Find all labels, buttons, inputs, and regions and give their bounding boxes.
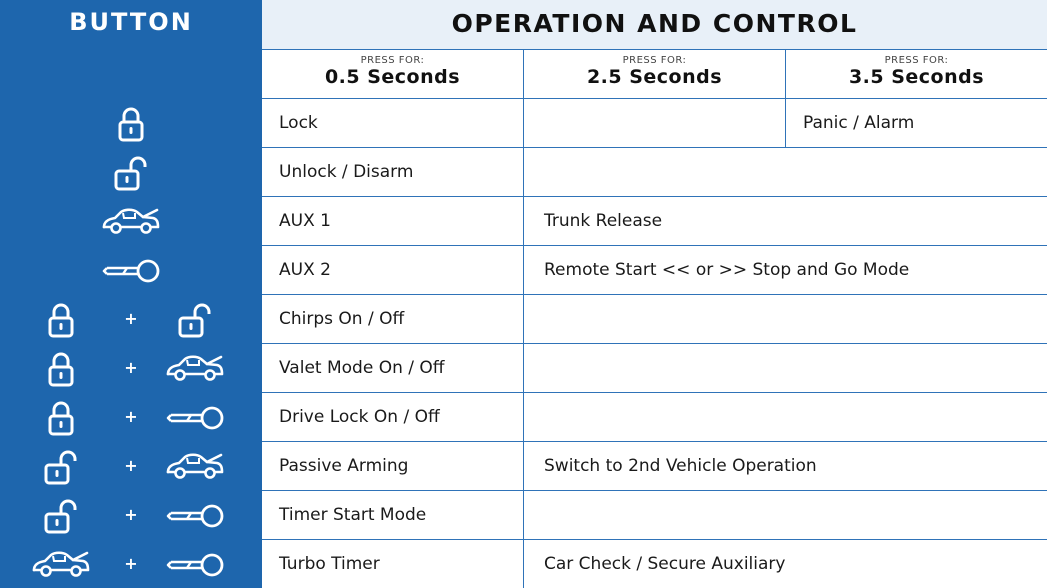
function-0.5s: Chirps On / Off (279, 309, 405, 329)
car-trunk-icon (31, 550, 91, 580)
plus-sign: + (124, 309, 138, 328)
function-2.5s: Remote Start << or >> Stop and Go Mode (544, 260, 910, 280)
key-icon (165, 551, 225, 579)
unlock-icon (177, 302, 213, 338)
lock-icon (47, 351, 75, 387)
lock-icon (47, 400, 75, 436)
sidebar-title: BUTTON (69, 8, 193, 36)
button-combo (0, 99, 262, 148)
plus-sign: + (124, 554, 138, 573)
button-combo (0, 295, 262, 344)
press-for-label: PRESS FOR: (360, 55, 425, 66)
car-trunk-icon (101, 207, 161, 237)
car-trunk-icon (165, 452, 225, 482)
plus-sign: + (124, 358, 138, 377)
duration-label: 0.5 Seconds (324, 66, 461, 88)
function-0.5s: AUX 2 (279, 260, 331, 280)
press-for-label: PRESS FOR: (884, 55, 949, 66)
lock-icon (117, 106, 145, 142)
function-2.5s: Trunk Release (544, 211, 663, 231)
function-0.5s: AUX 1 (279, 211, 331, 231)
function-0.5s: Timer Start Mode (279, 505, 427, 525)
function-0.5s: Valet Mode On / Off (279, 358, 445, 378)
key-icon (165, 502, 225, 530)
operation-table (262, 0, 1047, 588)
function-2.5s: Car Check / Secure Auxiliary (544, 554, 786, 574)
button-combo (0, 246, 262, 295)
duration-label: 3.5 Seconds (848, 66, 985, 88)
button-combo (0, 197, 262, 246)
key-icon (165, 404, 225, 432)
key-icon (101, 257, 161, 285)
function-0.5s: Lock (279, 113, 318, 133)
button-sidebar (0, 0, 262, 588)
car-trunk-icon (165, 354, 225, 384)
unlock-icon (43, 498, 79, 534)
button-combo (0, 393, 262, 442)
function-3.5s: Panic / Alarm (803, 113, 915, 133)
function-0.5s: Turbo Timer (279, 554, 380, 574)
column-header-0.5s (262, 50, 523, 99)
unlock-icon (113, 155, 149, 191)
button-combo (0, 344, 262, 393)
plus-sign: + (124, 456, 138, 475)
duration-label: 2.5 Seconds (586, 66, 723, 88)
function-0.5s: Passive Arming (279, 456, 409, 476)
button-combo (0, 491, 262, 540)
press-for-label: PRESS FOR: (622, 55, 687, 66)
plus-sign: + (124, 505, 138, 524)
button-combo (0, 148, 262, 197)
function-2.5s: Switch to 2nd Vehicle Operation (544, 456, 817, 476)
function-0.5s: Unlock / Disarm (279, 162, 414, 182)
plus-sign: + (124, 407, 138, 426)
unlock-icon (43, 449, 79, 485)
button-combo (0, 540, 262, 588)
function-0.5s: Drive Lock On / Off (279, 407, 440, 427)
table-title: OPERATION AND CONTROL (262, 0, 1047, 50)
lock-icon (47, 302, 75, 338)
column-header-3.5s (786, 50, 1047, 99)
button-combo (0, 442, 262, 491)
column-header-2.5s (524, 50, 785, 99)
